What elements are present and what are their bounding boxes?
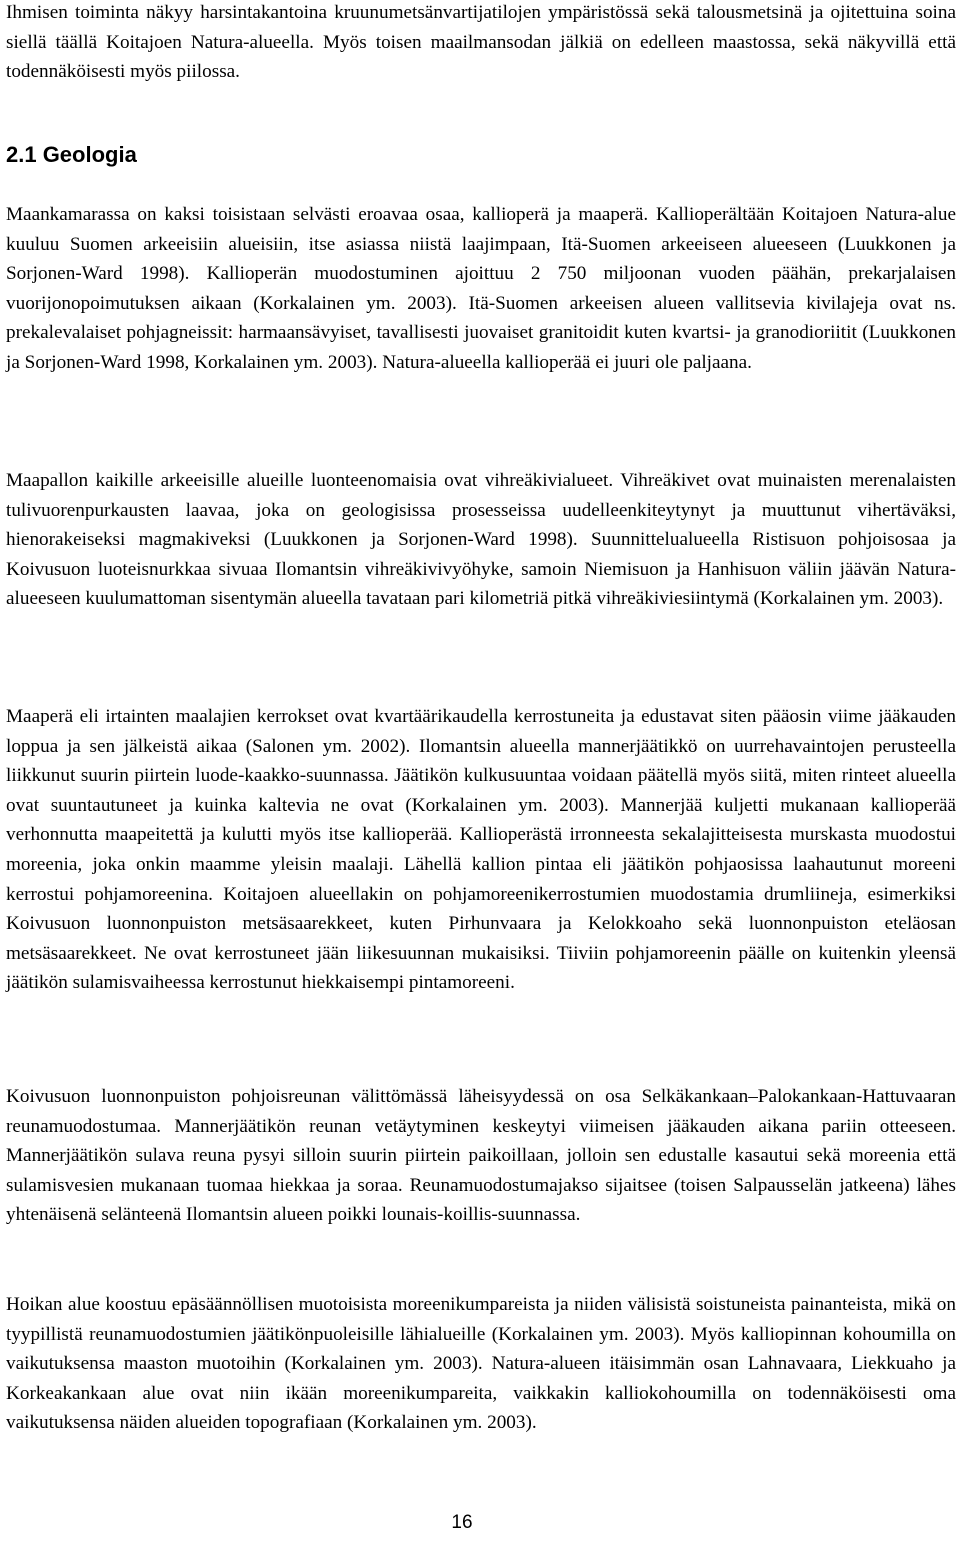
paragraph-bedrock: Maankamarassa on kaksi toisistaan selvästi eroavaa osaa, kallioperä ja maaperä. Kallioperältään Koitajoen Natura-alue kuuluu Suomen arkeeisiin alueisiin, itse asiassa niistä laajimpaan, Itä-Suomen arkeeiseen alueeseen (Luukkonen ja Sorjonen-Ward 1998). Kallioperän muodostuminen ajoittuu 2 750 miljoonan vuoden päähän, prekarjalaisen vuorijonopoimutuksen aikaan (Korkalainen ym. 2003). Itä-Suomen arkeeisen alueen vallitsevia kivilajeja ovat ns. prekalevalaiset pohjagneissit: harmaansävyiset, tavallisesti juovaiset granitoidit kuten kvartsi- ja granodioriitit (Luukkonen ja Sorjonen-Ward 1998, Korkalainen ym. 2003). Natura-alueella kallioperää ei juuri ole paljaana. <box>6 204 956 373</box>
intro-paragraph: Ihmisen toiminta näkyy harsintakantoina kruunumetsänvartijatilojen ympäristössä sekä talousmetsinä ja ojitettuina soina siellä täällä Koitajoen Natura-alueella. Myös toisen maailmansodan jälkiä on edelleen maastossa, sekä näkyvillä että todennäköisesti myös piilossa. <box>6 2 956 83</box>
paragraph-greenstone: Maapallon kaikille arkeeisille alueille luonteenomaisia ovat vihreäkivialueet. Vihreäkivet ovat muinaisten merenalaisten tulivuorenpurkausten laavaa, joka on geologisissa prosesseissa uudelleenkiteytynyt ja muuttunut vihertäväksi, hienorakeiseksi magmakiveksi (Luukkonen ja Sorjonen-Ward 1998). Suunnittelualueella Ristisuon pohjoisosaa ja Koivusuon luoteisnurkkaa sivuaa Ilomantsin vihreäkivivyöhyke, samoin Niemisuon ja Hanhisuon väliin jäävän Natura-alueeseen kuulumattoman sisentymän alueella tavataan pari kilometriä pitkä vihreäkiviesiintymä (Korkalainen ym. 2003). <box>6 470 956 610</box>
section-heading: 2.1 Geologia <box>6 142 137 167</box>
paragraph-hoikka: Hoikan alue koostuu epäsäännöllisen muotoisista moreenikumpareista ja niiden välisistä soistuneista painanteista, mikä on tyypillistä reunamuodostumien jäätikönpuoleisille lähialueille (Korkalainen ym. 2003). Myös kalliopinnan kohoumilla on vaikutuksensa maaston muotoihin (Korkalainen ym. 2003). Natura-alueen itäisimmän osan Lahnavaara, Liekkuaho ja Korkeakankaan alue ovat niin ikään moreenikumpareita, vaikkakin kalliokohoumilla on todennäköisesti oma vaikutuksensa näiden alueiden topografiaan (Korkalainen ym. 2003). <box>6 1294 956 1434</box>
paragraph-soil: Maaperä eli irtainten maalajien kerrokset ovat kvartäärikaudella kerrostuneita ja edustavat siten pääosin viime jääkauden loppua ja sen jälkeistä aikaa (Salonen ym. 2002). Ilomantsin alueella mannerjäätikkö on uurrehavaintojen perusteella liikkunut suurin piirtein luode-kaakko-suunnassa. Jäätikön kulkusuuntaa voidaan päätellä myös siitä, miten rinteet alueella ovat suuntautuneet ja kuinka kaltevia ne ovat (Korkalainen ym. 2003). Mannerjää kuljetti mukanaan kallioperää verhonnutta maapeitettä ja kulutti myös itse kallioperää. Kallioperästä irronneesta sekalajitteisesta murskasta muodostui moreenia, joka onkin maamme yleisin maalaji. Lähellä kallion pintaa eli jäätikön pohjaosissa laahautunut moreeni kerrostui pohjamoreenina. Koitajoen alueellakin on pohjamoreenikerrostumien muodostamia drumliineja, esimerkiksi Koivusuon luonnonpuiston metsäsaarekkeet, kuten Pirhunvaara ja Kelokkoaho sekä luonnonpuiston eteläosan metsäsaarekkeet. Ne ovat kerrostuneet jään liikesuunnan mukaisiksi. Tiiviin pohjamoreenin päälle on kuitenkin yleensä jäätikön sulamisvaiheessa kerrostunut hiekkaisempi pintamoreeni. <box>6 706 956 994</box>
paragraph-marginal-formation: Koivusuon luonnonpuiston pohjoisreunan välittömässä läheisyydessä on osa Selkäkankaan–Palokankaan-Hattuvaaran reunamuodostumaa. Mannerjäätikön reunan vetäytyminen keskeytyi viimeisen jääkauden aikana pariin otteeseen. Mannerjäätikön sulava reuna pysyi silloin suurin piirtein paikoillaan, jolloin sen edustalle kasautui sekä moreenia että sulamisvesien mukanaan tuomaa hiekkaa ja soraa. Reunamuodostumajakso sijaitsee (toisen Salpausselän jatkeena) lähes yhtenäisenä selänteenä Ilomantsin alueen poikki lounais-koillis-suunnassa. <box>6 1086 956 1226</box>
page-number: 16 <box>451 1512 473 1533</box>
